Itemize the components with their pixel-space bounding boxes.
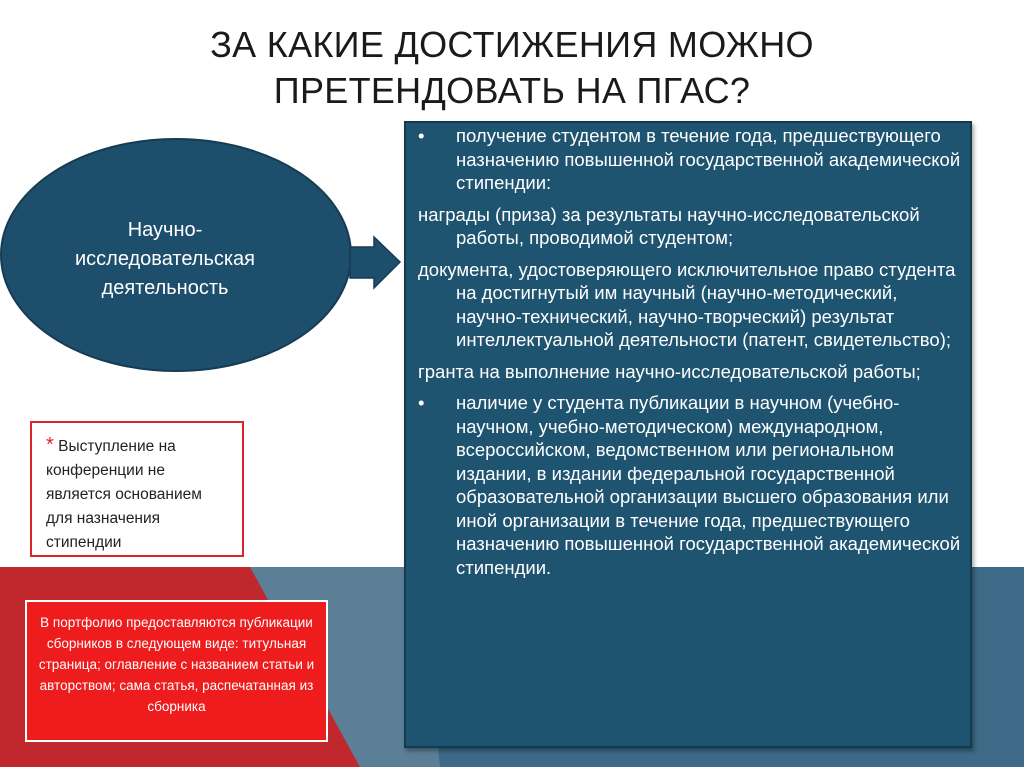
- ellipse-label-line3: деятельность: [101, 277, 229, 299]
- conference-note: [30, 421, 244, 557]
- achievement-item-text: наличие у студента публикации в научном (учебно-научном, учебно-методическом) международном, всероссийском, ведомственном или региональном издании, в издании федеральной государственной образовательной организации высшего образования или иной организации в течение года, предшествующего назначению повышенной государственной академической стипендии.: [456, 392, 961, 578]
- achievement-item: [418, 124, 964, 195]
- bullet-icon: •: [418, 392, 425, 413]
- achievement-item: [418, 360, 964, 384]
- bullet-icon: •: [418, 125, 425, 146]
- achievement-item-text: гранта на выполнение научно-исследовательской работы;: [418, 360, 921, 382]
- page-title: [0, 22, 1024, 114]
- achievement-item-text: получение студентом в течение года, предшествующего назначению повышенной государственной академической стипендии:: [456, 125, 961, 193]
- achievements-list: [418, 124, 964, 587]
- achievement-item: [418, 203, 964, 250]
- asterisk-icon: *: [46, 434, 54, 456]
- portfolio-note: [25, 600, 328, 742]
- achievement-item: [418, 391, 964, 579]
- page-title-line1: ЗА КАКИЕ ДОСТИЖЕНИЯ МОЖНО: [210, 24, 814, 65]
- conference-note-text: Выступление на конференции не является основанием для назначения стипендии: [46, 438, 202, 551]
- ellipse-label-line1: Научно-: [127, 219, 203, 241]
- achievement-item-text: документа, удостоверяющего исключительное право студента на достигнутый им научный (научно-методический, научно-технический, научно-творческий) результат интеллектуальной деятельности (патент, свидетельство);: [418, 258, 956, 350]
- page-title-line2: ПРЕТЕНДОВАТЬ НА ПГАС?: [273, 70, 751, 111]
- portfolio-note-text: В портфолио предоставляются публикации сборников в следующем виде: титульная страница; оглавление с названием статьи и авторством; сама статья, распечатанная из сборника: [38, 615, 315, 714]
- ellipse-label-line2: исследовательская: [74, 248, 256, 270]
- achievement-item: [418, 258, 964, 352]
- right-arrow-icon: [350, 237, 400, 288]
- achievement-item-text: награды (приза) за результаты научно-исследовательской работы, проводимой студентом;: [418, 203, 920, 248]
- ellipse-label: [40, 216, 290, 303]
